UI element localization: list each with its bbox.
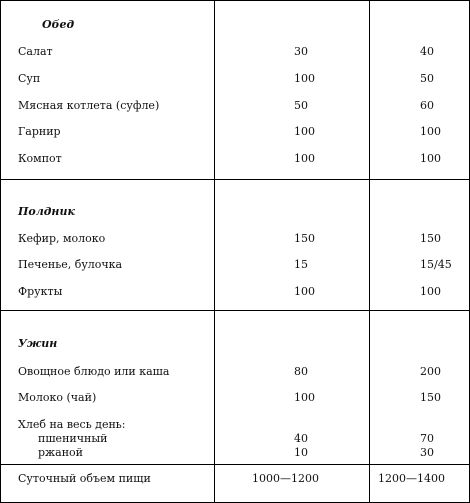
- row-value-2: 100: [420, 125, 441, 138]
- total-name: Суточный объем пищи: [18, 472, 151, 485]
- row-name: Мясная котлета (суфле): [18, 99, 160, 112]
- section-title-dinner: Ужин: [18, 337, 58, 350]
- row-value-2: 150: [420, 391, 441, 404]
- table-border-left: [0, 0, 1, 503]
- column-divider-1: [214, 0, 215, 503]
- total-value-1: 1000—1200: [252, 472, 319, 485]
- row-name: Фрукты: [18, 285, 63, 298]
- row-value-2: 40: [420, 45, 434, 58]
- row-name: Печенье, булочка: [18, 258, 123, 271]
- bread-item-value-2: 30: [420, 446, 434, 459]
- row-name: Компот: [18, 152, 62, 165]
- row-value-1: 100: [294, 285, 315, 298]
- row-name: Салат: [18, 45, 53, 58]
- row-name: Молоко (чай): [18, 391, 97, 404]
- bread-item-value-1: 40: [294, 432, 308, 445]
- row-value-1: 50: [294, 99, 308, 112]
- row-value-1: 15: [294, 258, 308, 271]
- bread-item-name: ржаной: [38, 446, 84, 459]
- section-divider-2: [0, 310, 470, 311]
- section-title-snack: Полдник: [18, 205, 75, 218]
- row-value-1: 100: [294, 72, 315, 85]
- row-value-1: 150: [294, 232, 315, 245]
- row-name: Овощное блюдо или каша: [18, 365, 170, 378]
- column-divider-2: [369, 0, 370, 503]
- bread-item-value-2: 70: [420, 432, 434, 445]
- row-name: Гарнир: [18, 125, 61, 138]
- row-value-2: 100: [420, 285, 441, 298]
- row-value-2: 50: [420, 72, 434, 85]
- row-value-2: 15/45: [420, 258, 452, 271]
- row-value-2: 150: [420, 232, 441, 245]
- row-name: Кефир, молоко: [18, 232, 106, 245]
- total-value-2: 1200—1400: [378, 472, 445, 485]
- bread-item-name: пшеничный: [38, 432, 108, 445]
- row-value-1: 100: [294, 152, 315, 165]
- row-value-2: 60: [420, 99, 434, 112]
- bread-item-value-1: 10: [294, 446, 308, 459]
- table-border-top: [0, 0, 470, 1]
- row-name: Суп: [18, 72, 41, 85]
- total-divider: [0, 464, 470, 465]
- section-title-lunch: Обед: [42, 18, 75, 31]
- section-divider-1: [0, 179, 470, 180]
- row-value-2: 100: [420, 152, 441, 165]
- bread-label: Хлеб на весь день:: [18, 418, 126, 431]
- row-value-1: 80: [294, 365, 308, 378]
- row-value-1: 100: [294, 125, 315, 138]
- row-value-1: 30: [294, 45, 308, 58]
- row-value-2: 200: [420, 365, 441, 378]
- row-value-1: 100: [294, 391, 315, 404]
